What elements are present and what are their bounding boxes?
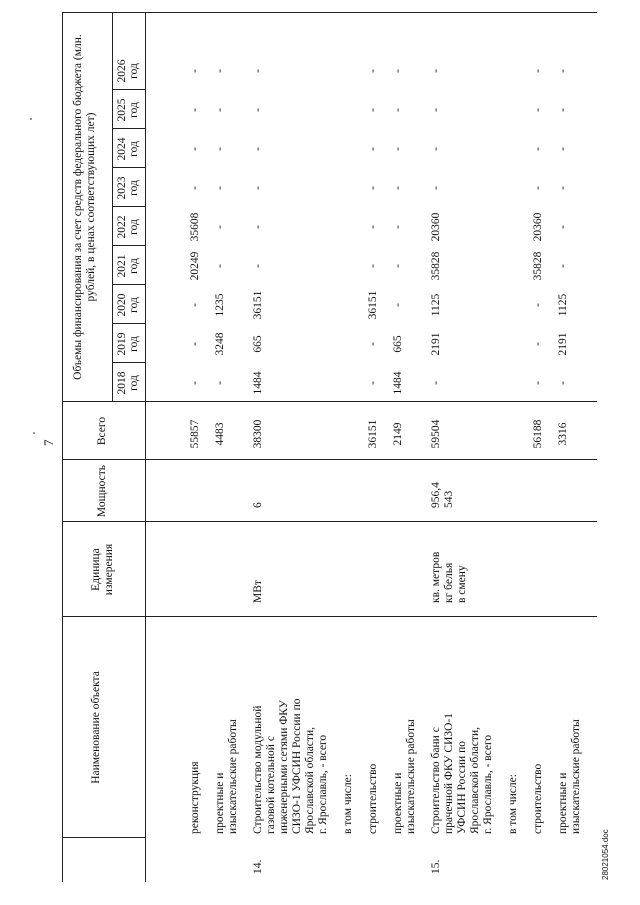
header-unit: Единица измерения [90, 543, 115, 596]
footer-filename: 28021054.doc [601, 829, 610, 880]
row-year-value: 35828 [532, 251, 544, 281]
row-year-value: - [367, 69, 379, 73]
row-year-value: 35608 [189, 212, 201, 242]
header-year: 2020 год [116, 293, 140, 317]
scan-speck [33, 432, 35, 434]
row-year-value: 1235 [214, 293, 226, 317]
row-name-line: г. Ярославль, - всего [317, 734, 329, 834]
row-total: 59504 [430, 419, 442, 449]
row-year-value: - [430, 147, 442, 151]
row-name-line: Ярославской области, [469, 727, 481, 834]
row-year-value: - [214, 264, 226, 268]
row-year-value: - [189, 108, 201, 112]
table-border-top [62, 12, 63, 882]
header-capacity: Мощность [96, 464, 108, 518]
row-year-value: - [367, 186, 379, 190]
header-year: 2018 год [116, 371, 140, 395]
header-year: 2023 год [116, 176, 140, 200]
row-year-value: - [252, 147, 264, 151]
row-total: 36151 [367, 419, 379, 449]
row-year-value: - [532, 147, 544, 151]
table-border-right [62, 12, 597, 13]
row-year-value: - [252, 264, 264, 268]
header-year: 2024 год [116, 137, 140, 161]
row-year-value: - [557, 186, 569, 190]
row-year-value: - [214, 108, 226, 112]
row-name-line: Строительство бани с [430, 727, 442, 834]
row-name-line: Строительство модульной [252, 705, 264, 834]
row-year-value: - [392, 186, 404, 190]
row-year-value: 36151 [252, 290, 264, 320]
row-name-line: проектные и [557, 772, 569, 834]
row-year-value: - [189, 69, 201, 73]
year-column-line [112, 206, 145, 207]
row-total: 2149 [392, 422, 404, 446]
row-unit-line: в смену [456, 565, 468, 603]
row-year-value: - [430, 108, 442, 112]
row-year-value: - [532, 69, 544, 73]
row-year-value: - [367, 381, 379, 385]
row-year-value: - [367, 264, 379, 268]
row-year-value: - [189, 186, 201, 190]
row-year-value: - [532, 303, 544, 307]
row-year-value: - [557, 264, 569, 268]
row-year-value: - [557, 381, 569, 385]
row-year-value: - [532, 186, 544, 190]
row-year-value: 665 [252, 335, 264, 353]
row-year-value: - [189, 147, 201, 151]
row-number: 14. [252, 859, 264, 874]
column-line [62, 401, 597, 402]
row-name-line: УФСИН России по [456, 741, 468, 834]
row-year-value: - [392, 108, 404, 112]
row-year-value: - [252, 225, 264, 229]
row-total: 38300 [252, 419, 264, 449]
row-year-value: - [392, 69, 404, 73]
row-year-value: - [367, 147, 379, 151]
header-total: Всего [96, 416, 108, 446]
row-unit-line: МВт [252, 580, 264, 603]
column-line [62, 616, 597, 617]
row-year-value: 35828 [430, 251, 442, 281]
row-unit-line: кг белья [443, 562, 455, 603]
row-year-value: - [392, 225, 404, 229]
row-year-value: - [189, 342, 201, 346]
row-year-value: - [189, 303, 201, 307]
year-column-line [112, 284, 145, 285]
row-year-value: 36151 [367, 290, 379, 320]
row-number: 15. [430, 859, 442, 874]
row-year-value: 3248 [214, 332, 226, 356]
row-year-value: 1125 [557, 293, 569, 317]
row-year-value: - [214, 225, 226, 229]
row-total: 55857 [189, 419, 201, 449]
row-capacity: 543 [443, 490, 455, 508]
row-year-value: 20360 [430, 212, 442, 242]
header-name: Наименование объекта [90, 671, 102, 784]
header-year: 2025 год [116, 98, 140, 122]
header-bottom-line [145, 12, 146, 882]
header-year: 2022 год [116, 215, 140, 239]
row-year-value: 1484 [392, 371, 404, 395]
row-year-value: - [557, 108, 569, 112]
row-name-line: Ярославской области, [304, 727, 316, 834]
row-year-value: - [392, 264, 404, 268]
row-capacity: 6 [252, 502, 264, 508]
header-year: 2019 год [116, 332, 140, 356]
row-year-value: - [532, 108, 544, 112]
row-name-line: г. Ярославль, - всего [482, 734, 494, 834]
name-column-left-line [62, 837, 145, 838]
row-year-value: - [252, 108, 264, 112]
row-year-value: 1484 [252, 371, 264, 395]
row-total: 56188 [532, 419, 544, 449]
row-year-value: - [214, 147, 226, 151]
row-year-value: - [252, 186, 264, 190]
row-year-value: - [532, 342, 544, 346]
scan-speck [30, 118, 32, 120]
row-year-value: - [557, 147, 569, 151]
row-name-line: изыскательские работы [405, 719, 417, 834]
row-year-value: - [214, 186, 226, 190]
funding-header-divider [112, 12, 113, 402]
year-column-line [112, 245, 145, 246]
row-name-line: изыскательские работы [570, 719, 582, 834]
year-column-line [112, 128, 145, 129]
row-year-value: - [367, 108, 379, 112]
row-name-line: изыскательские работы [227, 719, 239, 834]
row-year-value: 20249 [189, 251, 201, 281]
funding-table-rotated [62, 12, 597, 882]
row-capacity: 956,4 [430, 482, 442, 508]
row-year-value: 2191 [557, 332, 569, 356]
row-total: 3316 [557, 422, 569, 446]
row-year-value: - [252, 69, 264, 73]
row-name-line: строительство [532, 763, 544, 834]
row-name-line: проектные и [214, 772, 226, 834]
year-column-line [112, 362, 145, 363]
row-year-value: 665 [392, 335, 404, 353]
row-year-value: - [214, 69, 226, 73]
row-year-value: 2191 [430, 332, 442, 356]
row-year-value: 1125 [430, 293, 442, 317]
row-name-line: в том числе: [507, 774, 519, 834]
row-year-value: - [392, 303, 404, 307]
row-name-line: в том числе: [342, 774, 354, 834]
row-year-value: - [532, 381, 544, 385]
row-name-line: строительство [367, 763, 379, 834]
row-name-line: инженерными сетями ФКУ [278, 700, 290, 834]
row-name-line: прачечной ФКУ СИЗО-1 [443, 712, 455, 834]
row-year-value: 20360 [532, 212, 544, 242]
row-name-line: СИЗО-1 УФСИН России по [291, 698, 303, 834]
row-year-value: - [214, 381, 226, 385]
row-year-value: - [367, 225, 379, 229]
row-name-line: газовой котельной с [265, 736, 277, 834]
row-year-value: - [557, 225, 569, 229]
column-line [62, 459, 597, 460]
row-year-value: - [430, 381, 442, 385]
row-name-line: реконструкция [189, 761, 201, 834]
row-year-value: - [189, 381, 201, 385]
header-funding: Объемы финансирования за счет средств федерального бюджета (млн. рублей, в ценах соответствующих лет) [72, 34, 97, 380]
year-column-line [112, 89, 145, 90]
column-line [62, 521, 597, 522]
row-year-value: - [557, 69, 569, 73]
year-column-line [112, 167, 145, 168]
header-year: 2026 год [116, 59, 140, 83]
row-year-value: - [367, 342, 379, 346]
row-unit-line: кв. метров [430, 551, 442, 603]
row-total: 4483 [214, 422, 226, 446]
row-year-value: - [392, 147, 404, 151]
year-column-line [112, 323, 145, 324]
row-year-value: - [430, 69, 442, 73]
header-year: 2021 год [116, 254, 140, 278]
funding-table [62, 12, 597, 882]
page-number: 7 [41, 439, 56, 446]
row-name-line: проектные и [392, 772, 404, 834]
row-year-value: - [430, 186, 442, 190]
